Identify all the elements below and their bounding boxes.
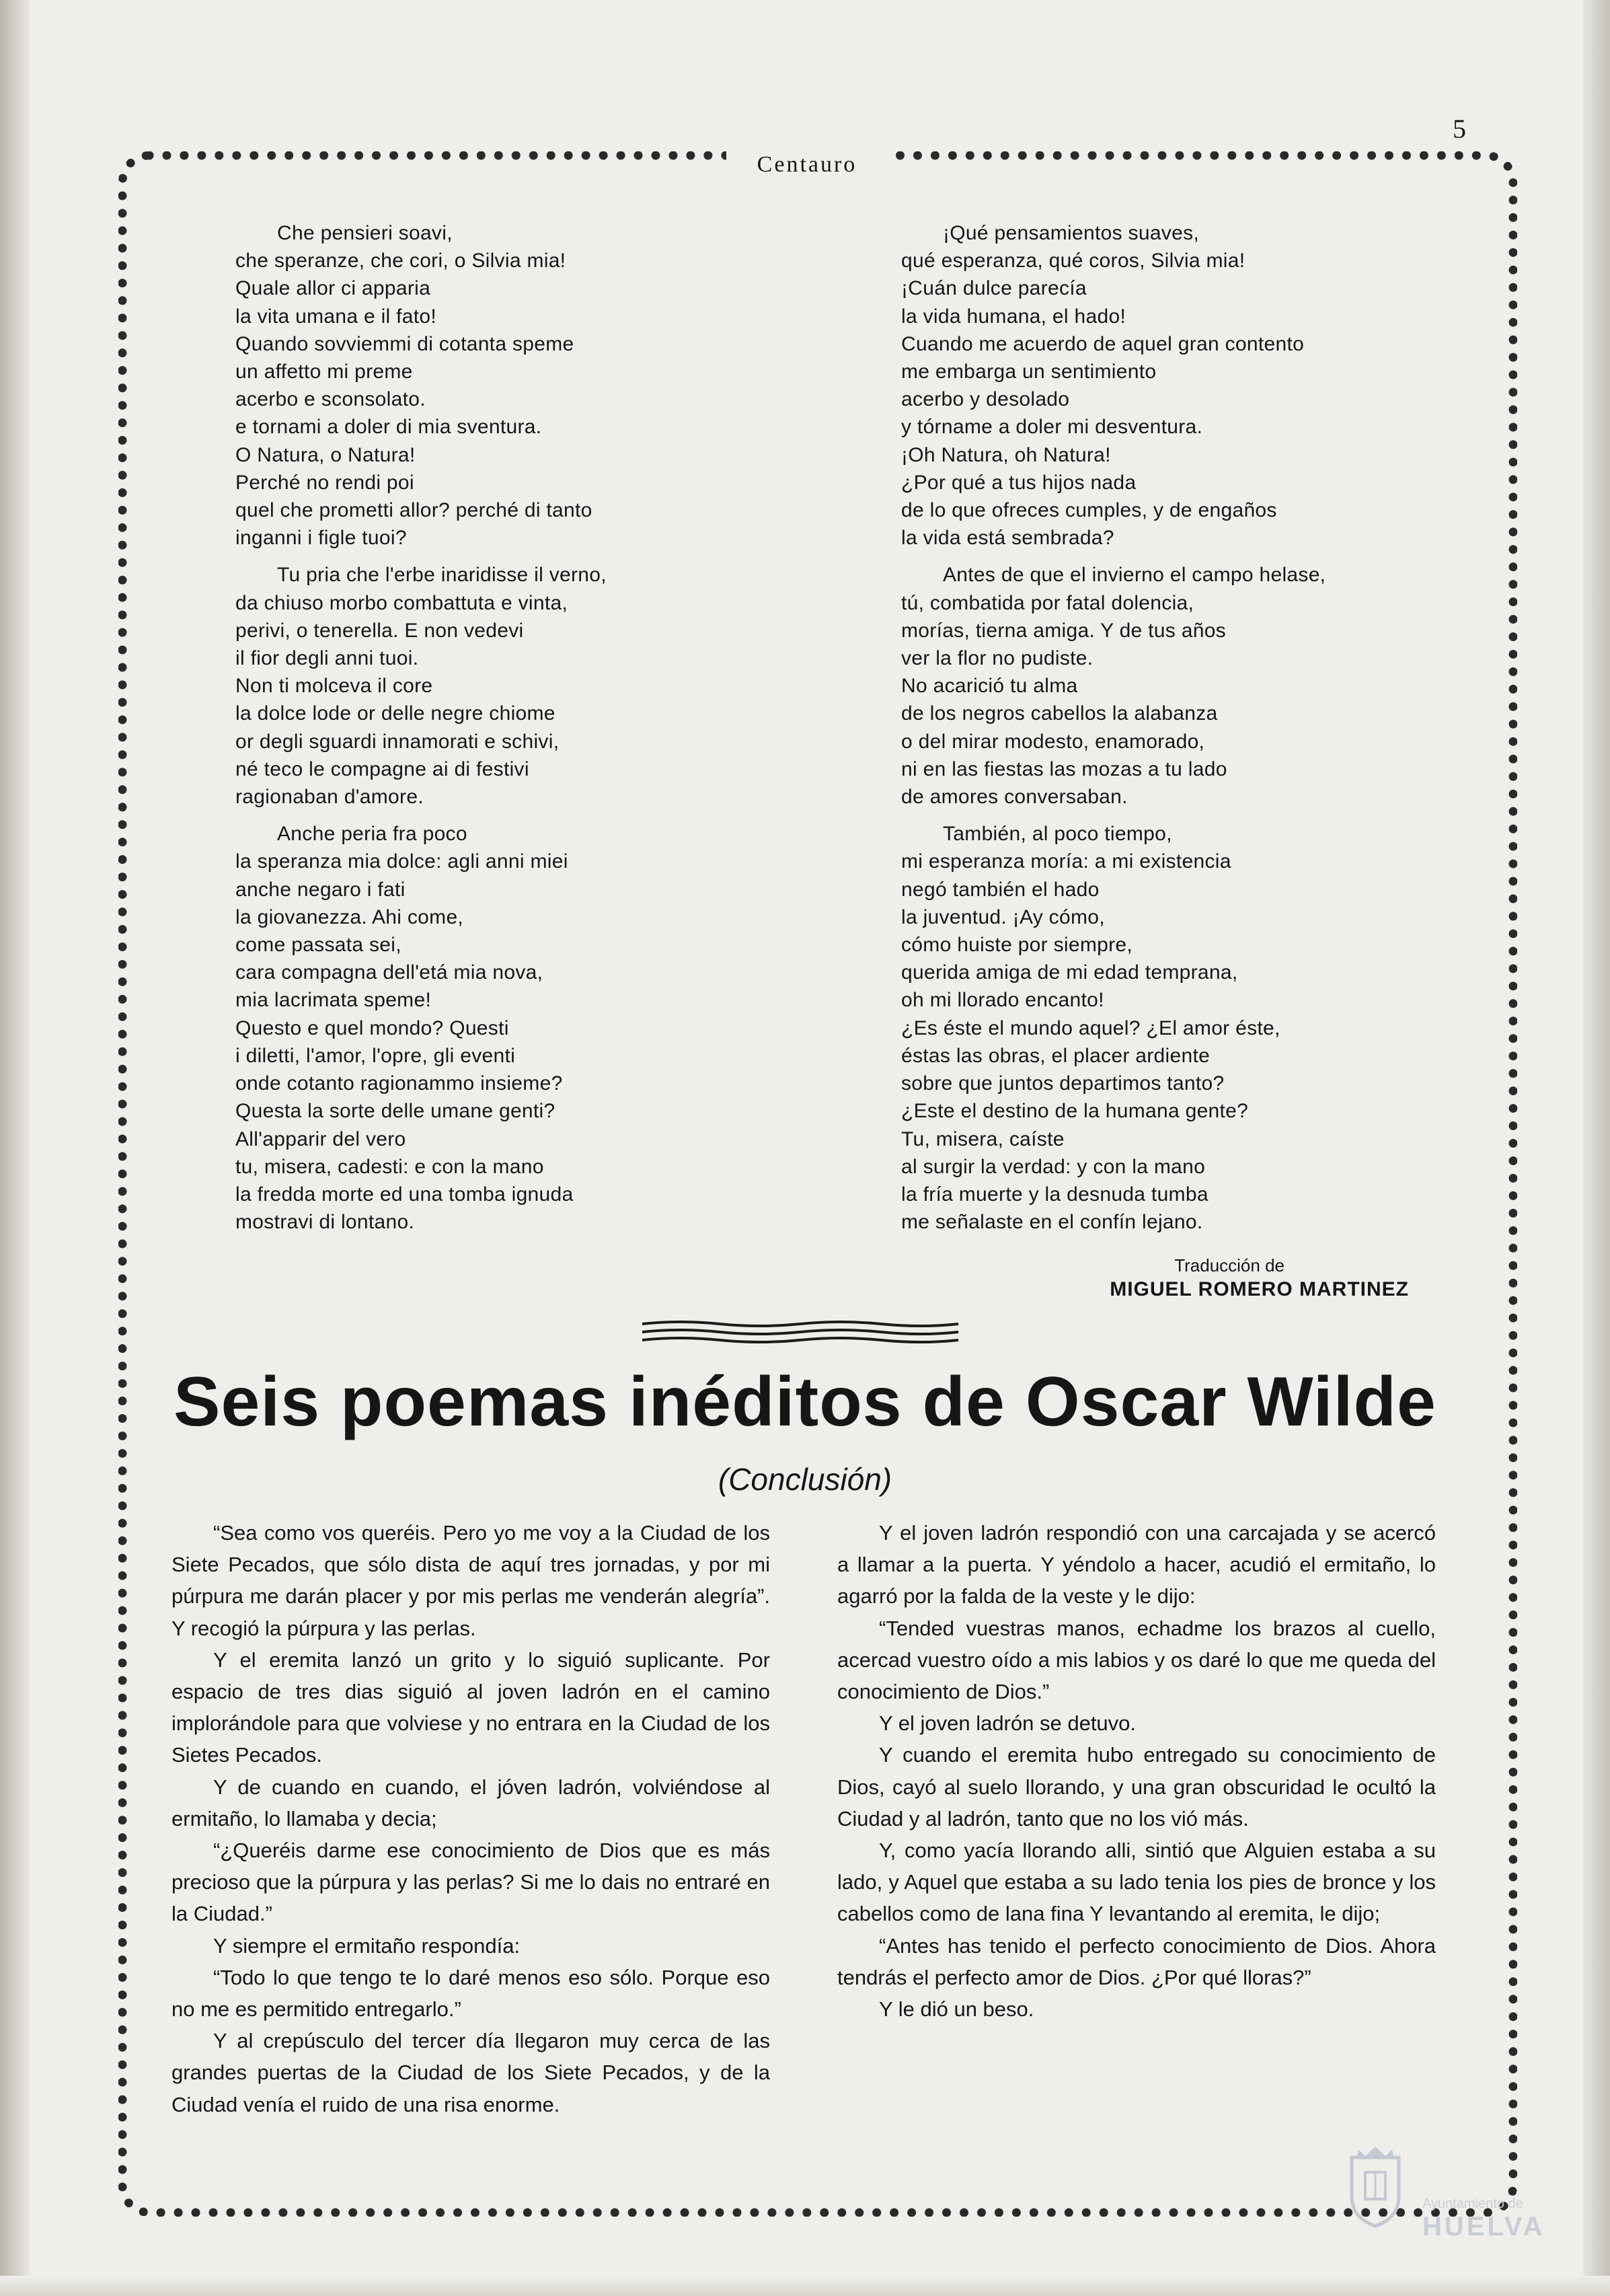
poem-line: Quale allor ci apparia — [235, 277, 431, 300]
paragraph: “Sea como vos queréis. Pero yo me voy a la Ciudad de los Siete Pecados, que sólo dista de aquí tres jornadas, y por mi púrpura me darán placer y por mis perlas me venderán alegría”. Y recogió la púrpura y las perlas. — [171, 1521, 770, 1640]
poem-line: ¿Es éste el mundo aquel? ¿El amor éste, — [901, 1016, 1280, 1039]
stanza — [901, 561, 1480, 811]
poem-line: ni en las fiestas las mozas a tu lado — [901, 757, 1227, 780]
poem-line: También, al poco tiempo, — [943, 823, 1172, 846]
poem-line: cara compagna dell'etá mia nova, — [235, 961, 543, 984]
poem-line: Tu pria che l'erbe inaridisse il verno, — [277, 564, 607, 587]
translator-name: MIGUEL ROMERO MARTINEZ — [1110, 1278, 1409, 1300]
poem-line: querida amiga de mi edad temprana, — [901, 961, 1238, 984]
poem-line: ¡Oh Natura, oh Natura! — [901, 443, 1111, 466]
poem-line: Questo e quel mondo? Questi — [235, 1016, 509, 1039]
poem-line: il fior degli anni tuoi. — [235, 647, 419, 670]
poem-line: mia lacrimata speme! — [235, 989, 432, 1012]
poem-line: Anche peria fra poco — [277, 823, 467, 846]
poem-line: Che pensieri soavi, — [277, 222, 453, 244]
poem-line: sobre que juntos departimos tanto? — [901, 1072, 1225, 1095]
masthead: Centauro — [726, 148, 888, 182]
poem-line: la fredda morte ed una tomba ignuda — [235, 1183, 574, 1206]
stanza — [901, 820, 1480, 1236]
wave-divider — [639, 1319, 962, 1347]
paragraph: “Todo lo que tengo te lo daré menos eso sólo. Porque eso no me es permitido entregarlo.” — [171, 1965, 770, 2022]
paragraph: “¿Queréis darme ese conocimiento de Dios que es más precioso que la púrpura y las perlas? Si me lo dais no entraré en la Ciudad.” — [171, 1839, 770, 1926]
poem-line: la vida está sembrada? — [901, 527, 1114, 550]
poem-line: la dolce lode or delle negre chiome — [235, 702, 555, 725]
paragraph: Y al crepúsculo del tercer día llegaron muy cerca de las grandes puertas de la Ciudad de los Siete Pecados, y de la Ciudad venía el ruido de una risa enorme. — [171, 2029, 770, 2116]
poem-line: la speranza mia dolce: agli anni miei — [235, 850, 568, 873]
poem-line: acerbo y desolado — [901, 388, 1070, 411]
poem-line: me embarga un sentimiento — [901, 361, 1157, 383]
poem-line: morías, tierna amiga. Y de tus años — [901, 619, 1226, 642]
poem-line: Antes de que el invierno el campo helase, — [943, 564, 1326, 587]
poem-line: Perché no rendi poi — [235, 471, 414, 494]
paragraph: Y el joven ladrón respondió con una carcajada y se acercó a llamar a la puerta. Y yéndolo a hacer, acudió el ermitaño, lo agarró por la falda de la veste y le dijo: — [837, 1521, 1436, 1608]
stanza — [235, 219, 814, 552]
poem-line: cómo huiste por siempre, — [901, 934, 1133, 957]
paragraph: Y cuando el eremita hubo entregado su conocimiento de Dios, cayó al suelo llorando, y una gran obscuridad le ocultó la Ciudad y al ladrón, tanto que no los vió más. — [837, 1743, 1436, 1830]
poem-line: acerbo e sconsolato. — [235, 388, 426, 411]
poem-line: Tu, misera, caíste — [901, 1127, 1065, 1150]
poem-line: onde cotanto ragionammo insieme? — [235, 1072, 563, 1095]
poem-line: né teco le compagne ai di festivi — [235, 757, 529, 780]
poem-line: negó también el hado — [901, 878, 1100, 901]
poem-line: mostravi di lontano. — [235, 1211, 415, 1234]
watermark-line2: HUELVA — [1422, 2212, 1545, 2242]
poem-line: Questa la sorte delle umane genti? — [235, 1100, 555, 1123]
poem-line: tú, combatida por fatal dolencia, — [901, 591, 1194, 614]
poem-line: la vita umana e il fato! — [235, 305, 437, 328]
stanza — [235, 561, 814, 811]
poem-line: che speranze, che cori, o Silvia mia! — [235, 250, 566, 272]
poem-line: un affetto mi preme — [235, 361, 413, 383]
poem-line: ¡Qué pensamientos suaves, — [943, 222, 1200, 244]
poem-line: O Natura, o Natura! — [235, 443, 416, 466]
poem-line: anche negaro i fati — [235, 878, 406, 901]
poem-line: i diletti, l'amor, l'opre, gli eventi — [235, 1044, 516, 1067]
poem-line: éstas las obras, el placer ardiente — [901, 1044, 1211, 1067]
poem-line: me señalaste en el confín lejano. — [901, 1211, 1203, 1234]
binding-shadow-left — [0, 0, 30, 2296]
stanza — [901, 219, 1480, 552]
coat-of-arms-icon — [1338, 2143, 1412, 2230]
article-title: Seis poemas inéditos de Oscar Wilde — [174, 1363, 1436, 1441]
archive-watermark — [1422, 2196, 1557, 2242]
poem-line: al surgir la verdad: y con la mano — [901, 1155, 1206, 1178]
poem-line: ¿Este el destino de la humana gente? — [901, 1100, 1249, 1123]
poem-line: ¿Por qué a tus hijos nada — [901, 471, 1137, 494]
stanza — [235, 820, 814, 1236]
poem-line: la giovanezza. Ahi come, — [235, 905, 464, 928]
poem-line: da chiuso morbo combattuta e vinta, — [235, 591, 568, 614]
poem-line: quel che prometti allor? perché di tanto — [235, 499, 592, 522]
paragraph: Y el eremita lanzó un grito y lo siguió suplicante. Por espacio de tres dias siguió al joven ladrón en el camino implorándole para que volviese y no entrara en la Ciudad de los Sietes Pecados. — [171, 1647, 770, 1767]
poem-line: y tórname a doler mi desventura. — [901, 416, 1203, 439]
paragraph: Y siempre el ermitaño respondía: — [213, 1933, 521, 1958]
poem-line: la fría muerte y la desnuda tumba — [901, 1183, 1209, 1206]
poem-line: ¡Cuán dulce parecía — [901, 277, 1087, 300]
poem-spanish — [901, 219, 1480, 1245]
translation-credit-label: Traducción de — [1174, 1255, 1285, 1275]
poem-line: inganni i figle tuoi? — [235, 527, 407, 550]
poem-line: Non ti molceva il core — [235, 675, 433, 698]
poem-line: mi esperanza moría: a mi existencia — [901, 850, 1231, 873]
poem-line: or degli sguardi innamorati e schivi, — [235, 730, 560, 753]
poem-line: No acarició tu alma — [901, 675, 1078, 698]
poem-line: ver la flor no pudiste. — [901, 647, 1094, 670]
paragraph: Y, como yacía llorando alli, sintió que Alguien estaba a su lado, y Aquel que estaba a su lado tenia los pies de bronce y los cabellos como de lana fina Y levantando al eremita, le dijo; — [837, 1839, 1436, 1926]
poem-line: Quando sovviemmi di cotanta speme — [235, 332, 574, 355]
paragraph: Y el joven ladrón se detuvo. — [879, 1711, 1137, 1736]
paragraph: Y de cuando en cuando, el jóven ladrón, volviéndose al ermitaño, lo llamaba y decia; — [171, 1775, 770, 1830]
paragraph: “Antes has tenido el perfecto conocimiento de Dios. Ahora tendrás el perfecto amor de Dios. ¿Por qué lloras?” — [837, 1933, 1436, 1989]
poem-line: tu, misera, cadesti: e con la mano — [235, 1155, 544, 1178]
poem-line: ragionaban d'amore. — [235, 786, 424, 809]
poem-italian — [235, 219, 814, 1245]
poem-line: qué esperanza, qué coros, Silvia mia! — [901, 250, 1245, 272]
poem-line: All'apparir del vero — [235, 1127, 406, 1150]
poem-line: de amores conversaban. — [901, 786, 1128, 809]
poem-line: la vida humana, el hado! — [901, 305, 1126, 328]
poem-line: e tornami a doler di mia sventura. — [235, 416, 542, 439]
poem-line: de los negros cabellos la alabanza — [901, 702, 1218, 725]
paragraph: Y le dió un beso. — [879, 1997, 1034, 2022]
poem-line: la juventud. ¡Ay cómo, — [901, 905, 1105, 928]
page-number: 5 — [1453, 114, 1466, 144]
poem-line: oh mi llorado encanto! — [901, 989, 1104, 1012]
poem-line: de lo que ofreces cumples, y de engaños — [901, 499, 1277, 522]
poem-line: Cuando me acuerdo de aquel gran contento — [901, 332, 1305, 355]
page-edge-bottom — [0, 2276, 1610, 2296]
poem-line: come passata sei, — [235, 934, 401, 957]
poem-line: perivi, o tenerella. E non vedevi — [235, 619, 524, 642]
article-column-right — [837, 1517, 1436, 2025]
article-subtitle: (Conclusión) — [718, 1462, 892, 1497]
poem-line: o del mirar modesto, enamorado, — [901, 730, 1205, 753]
page-edge-right — [1583, 0, 1610, 2296]
paragraph: “Tended vuestras manos, echadme los brazos al cuello, acercad vuestro oído a mis labios y os daré lo que me queda del conocimiento de Dios.” — [837, 1616, 1436, 1704]
article-column-left — [171, 1517, 770, 2120]
watermark-line1: Ayuntamiento de — [1422, 2196, 1523, 2211]
